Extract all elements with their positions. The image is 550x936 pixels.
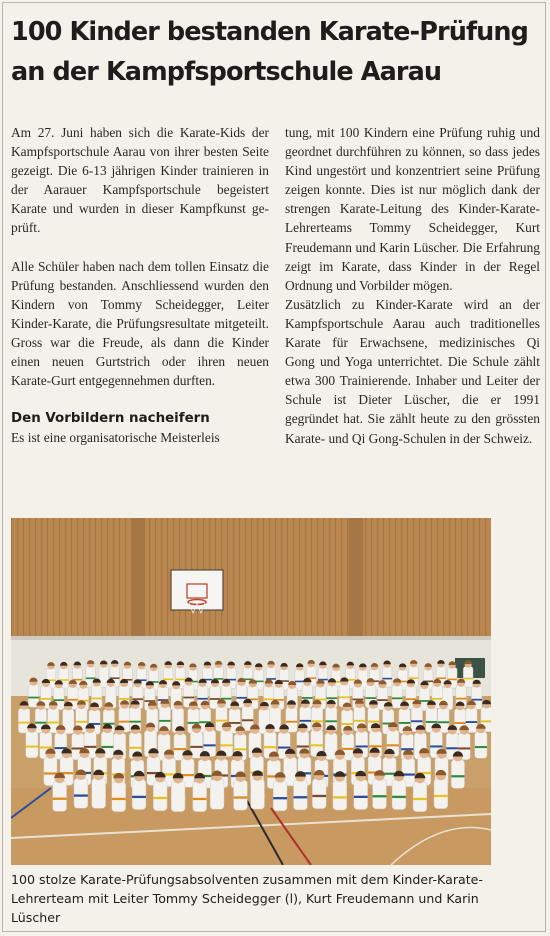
left-paragraph-2: Alle Schüler haben nach dem tollen Einsatz die Prüfung bestanden. Anschliessend wurden den Kindern von Tommy Scheidegger, Leiter Kinder-Karate, die Prüfungsresultate mitgeteilt. Gross war die Freude, als dann die Kinder einen neuen Gurtstrich oder ihren neuen Karate-Gurt entgegennehmen durften. — [11, 258, 269, 389]
right-paragraph-1: tung, mit 100 Kindern eine Prüfung ruhig und geordnet durchführen zu können, so dass jedes Kind ungestört und konzentriert seine Prüfung zeigen konnte. Dies ist nur möglich dank der strengen Karate-Leitung des Kinder-Karate-Lehrerteams Tommy Scheidegger, Kurt Freudemann und Karin Lüscher. Die Erfahrung zeigt im Karate, dass Kinder in der Regel Ordnung und Vorbilder mögen. — [285, 125, 540, 293]
left-paragraph-3: Es ist eine organisatorische Meisterleis — [11, 430, 220, 446]
article-headline: 100 Kinder bestanden Karate-Prüfung an der Kampfsportschule Aarau — [11, 17, 529, 87]
group-photo-icon — [11, 518, 491, 865]
left-paragraph-1: Am 27. Juni haben sich die Karate-Kids der Kampfsportschule Aarau von ihrer besten Seite gezeigt. Die 6-13 jährigen Kinder trainieren in der Aarauer Kampfsportschule begeistert Karate und wurden in dieser Kampfkunst geprüft. — [11, 125, 269, 236]
photo-caption: 100 stolze Karate-Prüfungsabsolventen zusammen mit dem Kinder-Karate-Lehrerteam mit Leiter Tommy Scheidegger (l), Kurt Freudemann und Karin Lüscher — [11, 872, 483, 925]
article-left-column — [11, 123, 269, 447]
karate-group-photo — [11, 518, 491, 865]
basketball-board — [171, 570, 223, 613]
right-paragraph-2: Zusätzlich zu Kinder-Karate wird an der Kampfsportschule Aarau auch traditionelles Karate für Erwachsene, medizinisches Qi Gong und Yoga unterrichtet. Die Schule zählt etwa 300 Trainierende. Inhaber und Leiter der Schule ist Dieter Lüscher, die er 1991 gegründet hat. Sie zählt heute zu den grössten Karate- und Qi Gong-Schulen in der Schweiz. — [285, 296, 540, 446]
article-right-column — [285, 123, 540, 448]
article-subheading: Den Vorbildern nacheifern — [11, 411, 210, 427]
